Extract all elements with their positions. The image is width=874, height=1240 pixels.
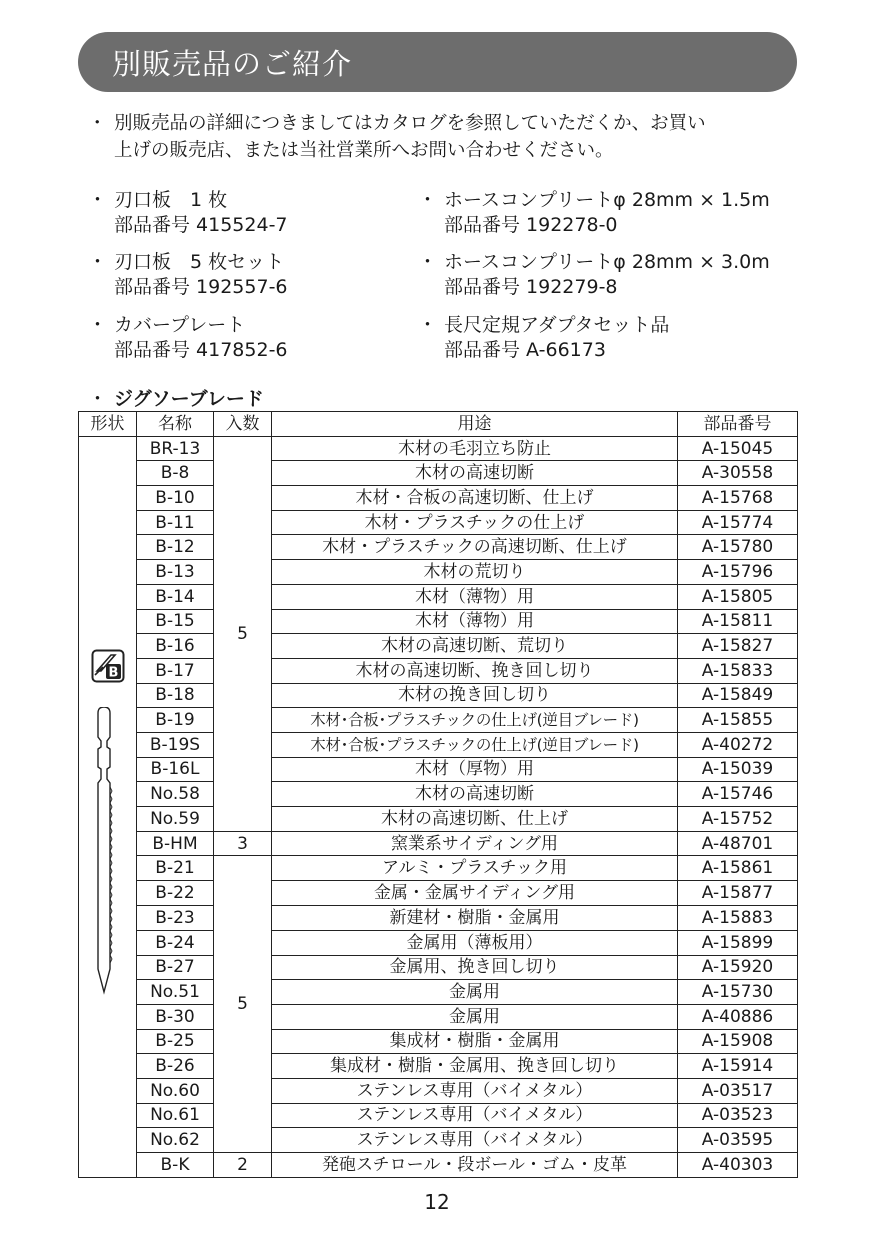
bullet: ・ xyxy=(418,189,438,211)
blade-part-number: A-15849 xyxy=(678,683,798,708)
blade-name: B-10 xyxy=(137,486,214,511)
table-row xyxy=(79,584,798,609)
blade-use: 木材の挽き回し切り xyxy=(272,683,678,708)
blade-use: 木材（薄物）用 xyxy=(272,584,678,609)
b-shank-icon xyxy=(91,649,125,683)
blade-use: 木材の高速切断、荒切り xyxy=(272,634,678,659)
table-row xyxy=(79,658,798,683)
table-row xyxy=(79,881,798,906)
jigsaw-blade-illustration-icon xyxy=(89,707,119,1007)
blade-use: 木材・プラスチックの仕上げ xyxy=(272,510,678,535)
blade-name: B-13 xyxy=(137,560,214,585)
blade-part-number: A-15768 xyxy=(678,486,798,511)
blade-use: アルミ・プラスチック用 xyxy=(272,856,678,881)
blade-name: BR-13 xyxy=(137,436,214,461)
jigsaw-blade-heading xyxy=(88,384,264,411)
blade-name: B-17 xyxy=(137,658,214,683)
blade-name: B-14 xyxy=(137,584,214,609)
blade-use: 木材･合板･プラスチックの仕上げ(逆目ブレード) xyxy=(272,708,678,733)
header-shape: 形状 xyxy=(79,412,137,437)
table-row xyxy=(79,955,798,980)
pack-count: 2 xyxy=(214,1153,272,1178)
blade-part-number: A-15045 xyxy=(678,436,798,461)
blade-name: B-27 xyxy=(137,955,214,980)
table-row xyxy=(79,807,798,832)
blade-name: B-25 xyxy=(137,1029,214,1054)
bullet: ・ xyxy=(88,189,108,211)
blade-name: B-12 xyxy=(137,535,214,560)
table-row xyxy=(79,683,798,708)
blade-part-number: A-03595 xyxy=(678,1128,798,1153)
blade-use: 木材・プラスチックの高速切断、仕上げ xyxy=(272,535,678,560)
bullet: ・ xyxy=(418,314,438,336)
blade-use: 窯業系サイディング用 xyxy=(272,831,678,856)
blade-part-number: A-03523 xyxy=(678,1103,798,1128)
table-row xyxy=(79,486,798,511)
blade-name: B-19 xyxy=(137,708,214,733)
svg-text:B: B xyxy=(108,665,119,681)
blade-name: No.60 xyxy=(137,1078,214,1103)
blade-part-number: A-15796 xyxy=(678,560,798,585)
accessory-item xyxy=(88,188,288,238)
blade-name: B-22 xyxy=(137,881,214,906)
blade-use: 木材の高速切断、仕上げ xyxy=(272,807,678,832)
blade-part-number: A-40272 xyxy=(678,732,798,757)
accessory-part-number: 部品番号 415524-7 xyxy=(114,214,288,236)
table-row xyxy=(79,1029,798,1054)
accessory-item xyxy=(418,188,770,238)
blade-name: B-26 xyxy=(137,1054,214,1079)
page-number: 12 xyxy=(424,1190,450,1214)
blade-part-number: A-15805 xyxy=(678,584,798,609)
blade-part-number: A-15877 xyxy=(678,881,798,906)
blade-name: No.51 xyxy=(137,980,214,1005)
shape-cell xyxy=(79,436,137,1177)
table-row xyxy=(79,1153,798,1178)
table-row xyxy=(79,906,798,931)
header-count: 入数 xyxy=(214,412,272,437)
table-row xyxy=(79,1054,798,1079)
blade-name: B-11 xyxy=(137,510,214,535)
blade-name: B-30 xyxy=(137,1004,214,1029)
blade-name: B-8 xyxy=(137,461,214,486)
header-use: 用途 xyxy=(272,412,678,437)
blade-part-number: A-15855 xyxy=(678,708,798,733)
blade-name: B-23 xyxy=(137,906,214,931)
table-row xyxy=(79,1103,798,1128)
blade-use: 木材（厚物）用 xyxy=(272,757,678,782)
table-row xyxy=(79,708,798,733)
blade-use: 集成材・樹脂・金属用 xyxy=(272,1029,678,1054)
blade-part-number: A-40303 xyxy=(678,1153,798,1178)
blade-part-number: A-40886 xyxy=(678,1004,798,1029)
table-row xyxy=(79,930,798,955)
intro-paragraph xyxy=(88,110,808,164)
blade-name: B-24 xyxy=(137,930,214,955)
blade-use: 金属用（薄板用） xyxy=(272,930,678,955)
table-row xyxy=(79,510,798,535)
pack-count: 3 xyxy=(214,831,272,856)
table-row xyxy=(79,757,798,782)
table-row xyxy=(79,782,798,807)
blade-use: 木材・合板の高速切断、仕上げ xyxy=(272,486,678,511)
table-row xyxy=(79,1004,798,1029)
accessory-part-number: 部品番号 417852-6 xyxy=(114,339,288,361)
table-body xyxy=(79,436,798,1177)
blade-use: 集成材・樹脂・金属用、挽き回し切り xyxy=(272,1054,678,1079)
blade-part-number: A-15746 xyxy=(678,782,798,807)
blade-name: B-21 xyxy=(137,856,214,881)
blade-part-number: A-15774 xyxy=(678,510,798,535)
blade-name: B-15 xyxy=(137,609,214,634)
accessory-name: 刃口板 5 枚セット xyxy=(114,251,285,273)
accessory-name: カバープレート xyxy=(114,314,246,336)
blade-part-number: A-15908 xyxy=(678,1029,798,1054)
blade-use: ステンレス専用（バイメタル） xyxy=(272,1078,678,1103)
blade-part-number: A-15914 xyxy=(678,1054,798,1079)
blade-use: 新建材・樹脂・金属用 xyxy=(272,906,678,931)
blade-part-number: A-15780 xyxy=(678,535,798,560)
jigsaw-blade-heading-text: ジグソーブレード xyxy=(114,388,264,410)
blade-part-number: A-15861 xyxy=(678,856,798,881)
accessory-name: ホースコンプリートφ 28mm × 1.5m xyxy=(444,189,770,211)
blade-use: 木材の高速切断、挽き回し切り xyxy=(272,658,678,683)
table-row xyxy=(79,831,798,856)
intro-line-1: 別販売品の詳細につきましてはカタログを参照していただくか、お買い xyxy=(114,113,706,134)
pack-count: 5 xyxy=(214,436,272,831)
table-row xyxy=(79,461,798,486)
blade-name: No.58 xyxy=(137,782,214,807)
table-row xyxy=(79,436,798,461)
pack-count: 5 xyxy=(214,856,272,1153)
intro-line-2: 上げの販売店、または当社営業所へお問い合わせください。 xyxy=(114,140,614,161)
blade-use: 木材･合板･プラスチックの仕上げ(逆目ブレード) xyxy=(272,732,678,757)
bullet: ・ xyxy=(88,314,108,336)
accessory-part-number: 部品番号 192557-6 xyxy=(114,276,288,298)
blade-part-number: A-03517 xyxy=(678,1078,798,1103)
blade-use: 発砲スチロール・段ボール・ゴム・皮革 xyxy=(272,1153,678,1178)
accessory-item xyxy=(88,250,288,300)
blade-use: 金属・金属サイディング用 xyxy=(272,881,678,906)
blade-name: B-16 xyxy=(137,634,214,659)
blade-part-number: A-48701 xyxy=(678,831,798,856)
title-banner xyxy=(78,32,797,92)
accessory-part-number: 部品番号 192278-0 xyxy=(444,214,618,236)
blade-part-number: A-15827 xyxy=(678,634,798,659)
page-title: 別販売品のご紹介 xyxy=(112,46,353,81)
blade-use: 木材（薄物）用 xyxy=(272,609,678,634)
accessory-item xyxy=(418,313,669,363)
accessory-part-number: 部品番号 A-66173 xyxy=(444,339,606,361)
blade-use: 木材の毛羽立ち防止 xyxy=(272,436,678,461)
bullet: ・ xyxy=(88,388,108,410)
blade-part-number: A-15920 xyxy=(678,955,798,980)
blade-use: ステンレス専用（バイメタル） xyxy=(272,1128,678,1153)
bullet: ・ xyxy=(418,251,438,273)
blade-part-number: A-15730 xyxy=(678,980,798,1005)
accessory-name: 刃口板 1 枚 xyxy=(114,189,228,211)
table-row xyxy=(79,609,798,634)
accessory-name: 長尺定規アダプタセット品 xyxy=(444,314,670,336)
blade-part-number: A-15039 xyxy=(678,757,798,782)
blade-part-number: A-15899 xyxy=(678,930,798,955)
blade-name: B-19S xyxy=(137,732,214,757)
table-row xyxy=(79,535,798,560)
accessory-part-number: 部品番号 192279-8 xyxy=(444,276,618,298)
accessory-item xyxy=(418,250,770,300)
bullet: ・ xyxy=(88,251,108,273)
table-row xyxy=(79,980,798,1005)
table-row xyxy=(79,560,798,585)
blade-part-number: A-15811 xyxy=(678,609,798,634)
blade-use: 金属用 xyxy=(272,980,678,1005)
accessory-name: ホースコンプリートφ 28mm × 3.0m xyxy=(444,251,770,273)
table-header-row xyxy=(79,412,798,437)
blade-part-number: A-30558 xyxy=(678,461,798,486)
blade-name: No.59 xyxy=(137,807,214,832)
blade-name: B-K xyxy=(137,1153,214,1178)
blade-part-number: A-15833 xyxy=(678,658,798,683)
bullet: ・ xyxy=(88,113,107,134)
blade-use: ステンレス専用（バイメタル） xyxy=(272,1103,678,1128)
blade-use: 金属用 xyxy=(272,1004,678,1029)
blade-name: No.61 xyxy=(137,1103,214,1128)
table-row xyxy=(79,732,798,757)
blade-name: B-16L xyxy=(137,757,214,782)
blade-use: 金属用、挽き回し切り xyxy=(272,955,678,980)
header-part-number: 部品番号 xyxy=(678,412,798,437)
blade-use: 木材の荒切り xyxy=(272,560,678,585)
blade-name: B-18 xyxy=(137,683,214,708)
blade-name: No.62 xyxy=(137,1128,214,1153)
blade-part-number: A-15752 xyxy=(678,807,798,832)
table-row xyxy=(79,634,798,659)
blade-part-number: A-15883 xyxy=(678,906,798,931)
table-row xyxy=(79,1078,798,1103)
blade-name: B-HM xyxy=(137,831,214,856)
accessory-item xyxy=(88,313,288,363)
table-row xyxy=(79,1128,798,1153)
table-row xyxy=(79,856,798,881)
header-name: 名称 xyxy=(137,412,214,437)
blade-use: 木材の高速切断 xyxy=(272,461,678,486)
jigsaw-blade-table xyxy=(78,411,798,1178)
blade-use: 木材の高速切断 xyxy=(272,782,678,807)
